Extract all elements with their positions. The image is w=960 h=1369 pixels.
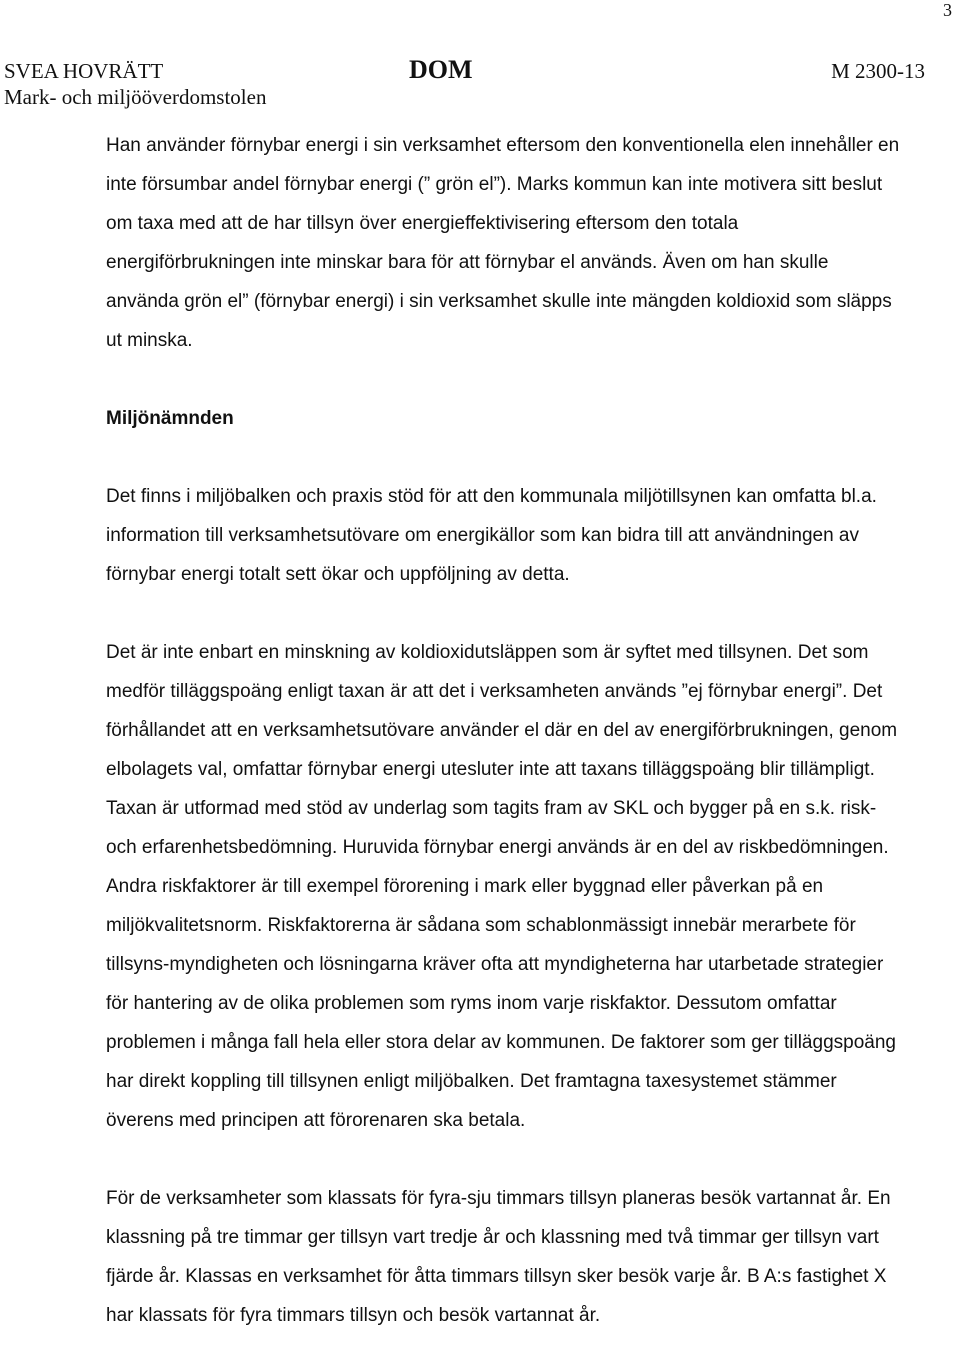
case-number: M 2300-13 [831, 59, 925, 83]
paragraph-visit-frequency: För de verksamheter som klassats för fyra-sju timmars tillsyn planeras besök vartannat år. En klassning på tre timmar ger tillsyn vart tredje år och klassning med två timmar ger tillsyn vart fjärde år. Klassas en verksamhet för åtta timmars tillsyn sker besök varje år. B A:s fastighet X har klassats för fyra timmars tillsyn och besök vartannat år. [106, 1188, 891, 1326]
document-type: DOM [409, 55, 473, 84]
document-header [4, 55, 925, 109]
section-heading-miljonamnden: Miljönämnden [106, 408, 234, 429]
paragraph-risk-assessment: Det är inte enbart en minskning av koldioxidutsläppen som är syftet med tillsynen. Det som medför tilläggspoäng enligt taxan är att det i verksamheten används ”ej förnybar energi”. Det förhållandet att en verksamhetsutövare använder el där en del av energiförbrukningen, genom elbolagets val, omfattar förnybar energi utesluter inte att taxans tilläggspoäng blir tillämpligt. Taxan är utformad med stöd av underlag som tagits fram av SKL och bygger på en s.k. risk- och erfarenhetsbedömning. Huruvida förnybar energi används är en del av riskbedömningen. Andra riskfaktorer är till exempel förorening i mark eller byggnad eller påverkan på en miljökvalitetsnorm. Riskfaktorerna är sådana som schablonmässigt innebär merarbete för tillsyns-myndigheten och lösningarna kräver ofta att myndigheterna har utarbetade strategier för hantering av de olika problemen som ryms inom varje riskfaktor. Dessutom omfattar problemen i många fall hela eller stora delar av kommunen. De faktorer som ger tilläggspoäng har direkt koppling till tillsynen enligt miljöbalken. Det framtagna taxesystemet stämmer överens med principen att förorenaren ska betala. [106, 642, 898, 1131]
court-name [4, 58, 266, 110]
paragraph-appellant-argument: Han använder förnybar energi i sin verksamhet eftersom den konventionella elen innehåller en inte försumbar andel förnybar energi (” grön el”). Marks kommun kan inte motivera sitt beslut om taxa med att de har tillsyn över energieffektivisering eftersom den totala energiförbrukningen inte minskar bara för att förnybar el används. Även om han skulle använda grön el” (förnybar energi) i sin verksamhet skulle inte mängden koldioxid som släpps ut minska. [106, 135, 900, 351]
court-name-line1: SVEA HOVRÄTT [4, 59, 164, 83]
page-number: 3 [943, 0, 952, 20]
paragraph-supervision-scope: Det finns i miljöbalken och praxis stöd för att den kommunala miljötillsynen kan omfatta bl.a. information till verksamhetsutövare om energikällor som kan bidra till att användningen av förnybar energi totalt sett ökar och uppföljning av detta. [106, 486, 877, 585]
document-body [106, 126, 906, 1335]
court-name-line2: Mark- och miljööverdomstolen [4, 85, 267, 109]
